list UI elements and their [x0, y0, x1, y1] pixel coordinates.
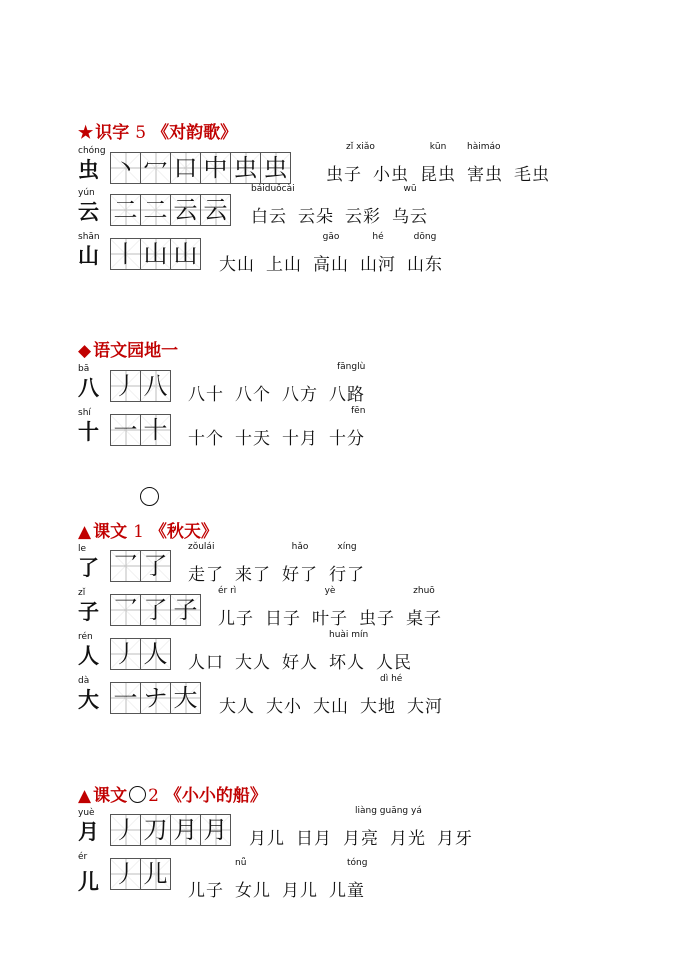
stroke-cell: 十 — [141, 415, 171, 445]
char-row-le — [78, 544, 498, 592]
word — [345, 202, 381, 227]
char-row-yun — [78, 184, 598, 236]
main-char: 儿 — [78, 869, 99, 894]
stroke-cell: 丿 — [111, 371, 141, 401]
stroke-cell: ナ — [141, 683, 171, 713]
word-text: 大人 — [235, 653, 271, 673]
word-text: 桌子 — [406, 609, 442, 629]
word — [360, 232, 396, 275]
word — [251, 184, 295, 227]
stroke-cell: 了 — [141, 595, 171, 625]
word-text: 月亮 — [343, 829, 379, 849]
stroke-cell: 丿 — [111, 859, 141, 889]
word-text: 高山 — [313, 255, 349, 275]
stroke-cell: 乛 — [111, 551, 141, 581]
word — [266, 692, 302, 717]
word-list — [326, 142, 561, 185]
word-text: 八路 — [329, 385, 365, 405]
word-list — [188, 362, 376, 405]
word-pinyin: nǚ — [235, 858, 247, 868]
word — [218, 586, 254, 629]
main-char: 月 — [78, 819, 99, 844]
main-char: 人 — [78, 643, 99, 668]
star-icon: ★ — [78, 123, 94, 143]
word-text: 行了 — [329, 565, 365, 585]
word-list — [219, 674, 454, 717]
main-char: 了 — [78, 555, 99, 580]
stroke-cell: 二 — [111, 195, 141, 225]
main-char: 大 — [78, 687, 99, 712]
circle-mark — [129, 786, 146, 803]
word-text: 十月 — [282, 429, 318, 449]
word — [282, 380, 318, 405]
word — [235, 858, 271, 901]
stroke-grid — [110, 152, 291, 184]
word-list — [219, 232, 454, 275]
char-row-chong — [78, 142, 598, 194]
word — [188, 876, 224, 901]
char-row-ba — [78, 364, 478, 412]
word-text: 日月 — [296, 829, 332, 849]
word-text: 大人 — [219, 697, 255, 717]
char-pinyin: shān — [78, 232, 100, 242]
main-char: 子 — [78, 599, 99, 624]
char-pinyin: le — [78, 544, 87, 554]
word-pinyin: hàimáo — [467, 142, 501, 152]
word-list — [188, 630, 423, 673]
word-text: 月儿 — [282, 881, 318, 901]
word — [514, 160, 550, 185]
word-text: 小虫 — [373, 165, 409, 185]
char-pinyin: yún — [78, 188, 95, 198]
word-text: 儿童 — [329, 881, 365, 901]
word-pinyin: gāo — [322, 232, 340, 242]
stroke-cell: 刀 — [141, 815, 171, 845]
word-text: 女儿 — [235, 881, 271, 901]
word-text: 十分 — [329, 429, 365, 449]
word-pinyin: kūn — [429, 142, 447, 152]
word — [407, 232, 443, 275]
word — [360, 674, 403, 717]
word-text: 大地 — [360, 697, 396, 717]
stroke-grid — [110, 238, 201, 270]
section-heading-3: ▲ 课文 1 《秋天》 — [78, 522, 218, 542]
stroke-cell: 子 — [171, 595, 201, 625]
stroke-cell: 口 — [171, 153, 201, 183]
word-text: 白云 — [251, 207, 287, 227]
stroke-grid — [110, 858, 171, 890]
word — [235, 380, 271, 405]
word — [359, 604, 395, 629]
stroke-cell: 虫 — [231, 153, 261, 183]
word — [313, 232, 349, 275]
word-pinyin: fānglù — [337, 362, 366, 372]
word-text: 山东 — [407, 255, 443, 275]
word-text: 好人 — [282, 653, 318, 673]
word — [188, 542, 224, 585]
word — [373, 160, 409, 185]
word-text: 虫子 — [326, 165, 362, 185]
word — [298, 202, 334, 227]
word-text: 大山 — [313, 697, 349, 717]
char-pinyin: ér — [78, 852, 88, 862]
word-text: 儿子 — [218, 609, 254, 629]
word-pinyin: dì hé — [380, 674, 403, 684]
word-list — [251, 184, 439, 227]
stroke-grid — [110, 682, 201, 714]
word-text: 害虫 — [467, 165, 503, 185]
char-pinyin: bā — [78, 364, 90, 374]
stroke-grid — [110, 414, 171, 446]
word-list — [188, 406, 376, 449]
word-text: 山河 — [360, 255, 396, 275]
word — [329, 858, 368, 901]
stroke-cell: 一 — [111, 683, 141, 713]
word — [235, 648, 271, 673]
word — [312, 586, 348, 629]
stroke-cell: 冖 — [141, 153, 171, 183]
main-char: 山 — [78, 243, 99, 268]
word — [249, 824, 285, 849]
main-char: 十 — [78, 419, 99, 444]
stroke-cell: 二 — [141, 195, 171, 225]
word — [326, 142, 375, 185]
word-text: 上山 — [266, 255, 302, 275]
stroke-grid — [110, 638, 171, 670]
word — [188, 380, 224, 405]
stroke-cell: 云 — [201, 195, 231, 225]
word — [188, 648, 224, 673]
word — [219, 250, 255, 275]
word-text: 大河 — [407, 697, 443, 717]
word-text: 十天 — [235, 429, 271, 449]
char-pinyin: dà — [78, 676, 90, 686]
word — [235, 424, 271, 449]
stroke-grid — [110, 594, 201, 626]
stroke-grid — [110, 550, 171, 582]
char-pinyin: yuè — [78, 808, 95, 818]
char-pinyin: rén — [78, 632, 93, 642]
word — [406, 586, 442, 629]
word-pinyin: wū — [403, 184, 417, 194]
word — [329, 630, 369, 673]
word-text: 毛虫 — [514, 165, 550, 185]
stroke-cell: 月 — [171, 815, 201, 845]
word — [282, 876, 318, 901]
char-row-da — [78, 676, 538, 724]
char-row-zi — [78, 588, 538, 636]
word-text: 月光 — [390, 829, 426, 849]
stroke-cell: 一 — [111, 415, 141, 445]
char-row-shi — [78, 408, 478, 456]
stroke-grid — [110, 194, 231, 226]
section-heading-1: ★ 识字 5 《对韵歌》 — [78, 123, 238, 143]
char-pinyin: shí — [78, 408, 91, 418]
word — [266, 250, 302, 275]
stroke-cell: 云 — [171, 195, 201, 225]
stroke-cell: 虫 — [261, 153, 291, 183]
word-pinyin: dōng — [413, 232, 437, 242]
char-row-er — [78, 852, 498, 900]
word-pinyin: báiduǒcài — [251, 184, 295, 194]
word — [437, 824, 473, 849]
word-text: 月牙 — [437, 829, 473, 849]
word-text: 走了 — [188, 565, 224, 585]
word — [235, 560, 271, 585]
word-text: 大山 — [219, 255, 255, 275]
word-text: 来了 — [235, 565, 271, 585]
char-row-shan — [78, 232, 598, 280]
word-text: 好了 — [282, 565, 318, 585]
word — [467, 142, 503, 185]
word-pinyin: xíng — [337, 542, 357, 552]
stroke-cell: 山 — [141, 239, 171, 269]
word — [282, 424, 318, 449]
word-text: 大小 — [266, 697, 302, 717]
word-text: 云朵 — [298, 207, 334, 227]
word-pinyin: zǐ xiǎo — [346, 142, 375, 152]
main-char: 云 — [78, 199, 99, 224]
stroke-cell: 山 — [171, 239, 201, 269]
word-text: 乌云 — [392, 207, 428, 227]
word-text: 月儿 — [249, 829, 285, 849]
char-row-ren — [78, 632, 538, 680]
stroke-grid — [110, 370, 171, 402]
word-text: 人民 — [376, 653, 412, 673]
char-pinyin: chóng — [78, 146, 106, 156]
stroke-cell: 八 — [141, 371, 171, 401]
triangle-icon: ▲ — [78, 786, 92, 806]
word-text: 十个 — [188, 429, 224, 449]
main-char: 虫 — [78, 157, 99, 182]
word — [265, 604, 301, 629]
stroke-cell: 儿 — [141, 859, 171, 889]
stroke-cell: 丨 — [111, 239, 141, 269]
stroke-grid — [110, 814, 231, 846]
word — [219, 692, 255, 717]
word — [392, 184, 428, 227]
main-char: 八 — [78, 375, 99, 400]
char-pinyin: zǐ — [78, 588, 86, 598]
diamond-icon: ◆ — [78, 341, 92, 361]
section-heading-4: ▲ 课文 2 《小小的船》 — [78, 786, 267, 806]
word-pinyin: yè — [324, 586, 336, 596]
circle-mark — [140, 487, 159, 506]
word — [296, 824, 332, 849]
word-text: 日子 — [265, 609, 301, 629]
word-text: 人口 — [188, 653, 224, 673]
triangle-icon: ▲ — [78, 522, 92, 542]
word — [329, 542, 365, 585]
word-pinyin: zǒulái — [188, 542, 215, 552]
word-text: 坏人 — [329, 653, 365, 673]
word — [407, 692, 443, 717]
word-text: 八十 — [188, 385, 224, 405]
word — [282, 648, 318, 673]
word-pinyin: fēn — [351, 406, 366, 416]
word-pinyin: hé — [372, 232, 384, 242]
word-text: 八个 — [235, 385, 271, 405]
stroke-cell: 人 — [141, 639, 171, 669]
word-list — [188, 858, 376, 901]
word-list — [249, 806, 484, 849]
word — [390, 824, 426, 849]
word-pinyin: liàng guāng yá — [355, 806, 422, 816]
stroke-cell: 月 — [201, 815, 231, 845]
word — [376, 648, 412, 673]
word — [282, 542, 318, 585]
word-text: 叶子 — [312, 609, 348, 629]
word — [188, 424, 224, 449]
word — [329, 362, 366, 405]
stroke-cell: 丿 — [111, 815, 141, 845]
word-pinyin: ér rì — [218, 586, 237, 596]
stroke-cell: 丿 — [111, 639, 141, 669]
word-pinyin: huài mín — [329, 630, 369, 640]
word-text: 儿子 — [188, 881, 224, 901]
word-text: 昆虫 — [420, 165, 456, 185]
stroke-cell: 中 — [201, 153, 231, 183]
stroke-cell: 乛 — [111, 595, 141, 625]
word — [313, 692, 349, 717]
stroke-cell: 丶 — [111, 153, 141, 183]
word — [329, 406, 366, 449]
word-pinyin: zhuō — [413, 586, 435, 596]
word — [420, 142, 456, 185]
stroke-cell: 了 — [141, 551, 171, 581]
word-list — [188, 542, 376, 585]
word-text: 八方 — [282, 385, 318, 405]
word-text: 云彩 — [345, 207, 381, 227]
section-heading-2: ◆ 语文园地一 — [78, 341, 179, 361]
word-pinyin: hǎo — [291, 542, 309, 552]
char-row-yue — [78, 808, 538, 856]
stroke-cell: 大 — [171, 683, 201, 713]
word-pinyin: tóng — [347, 858, 368, 868]
word-text: 虫子 — [359, 609, 395, 629]
word-list — [218, 586, 453, 629]
